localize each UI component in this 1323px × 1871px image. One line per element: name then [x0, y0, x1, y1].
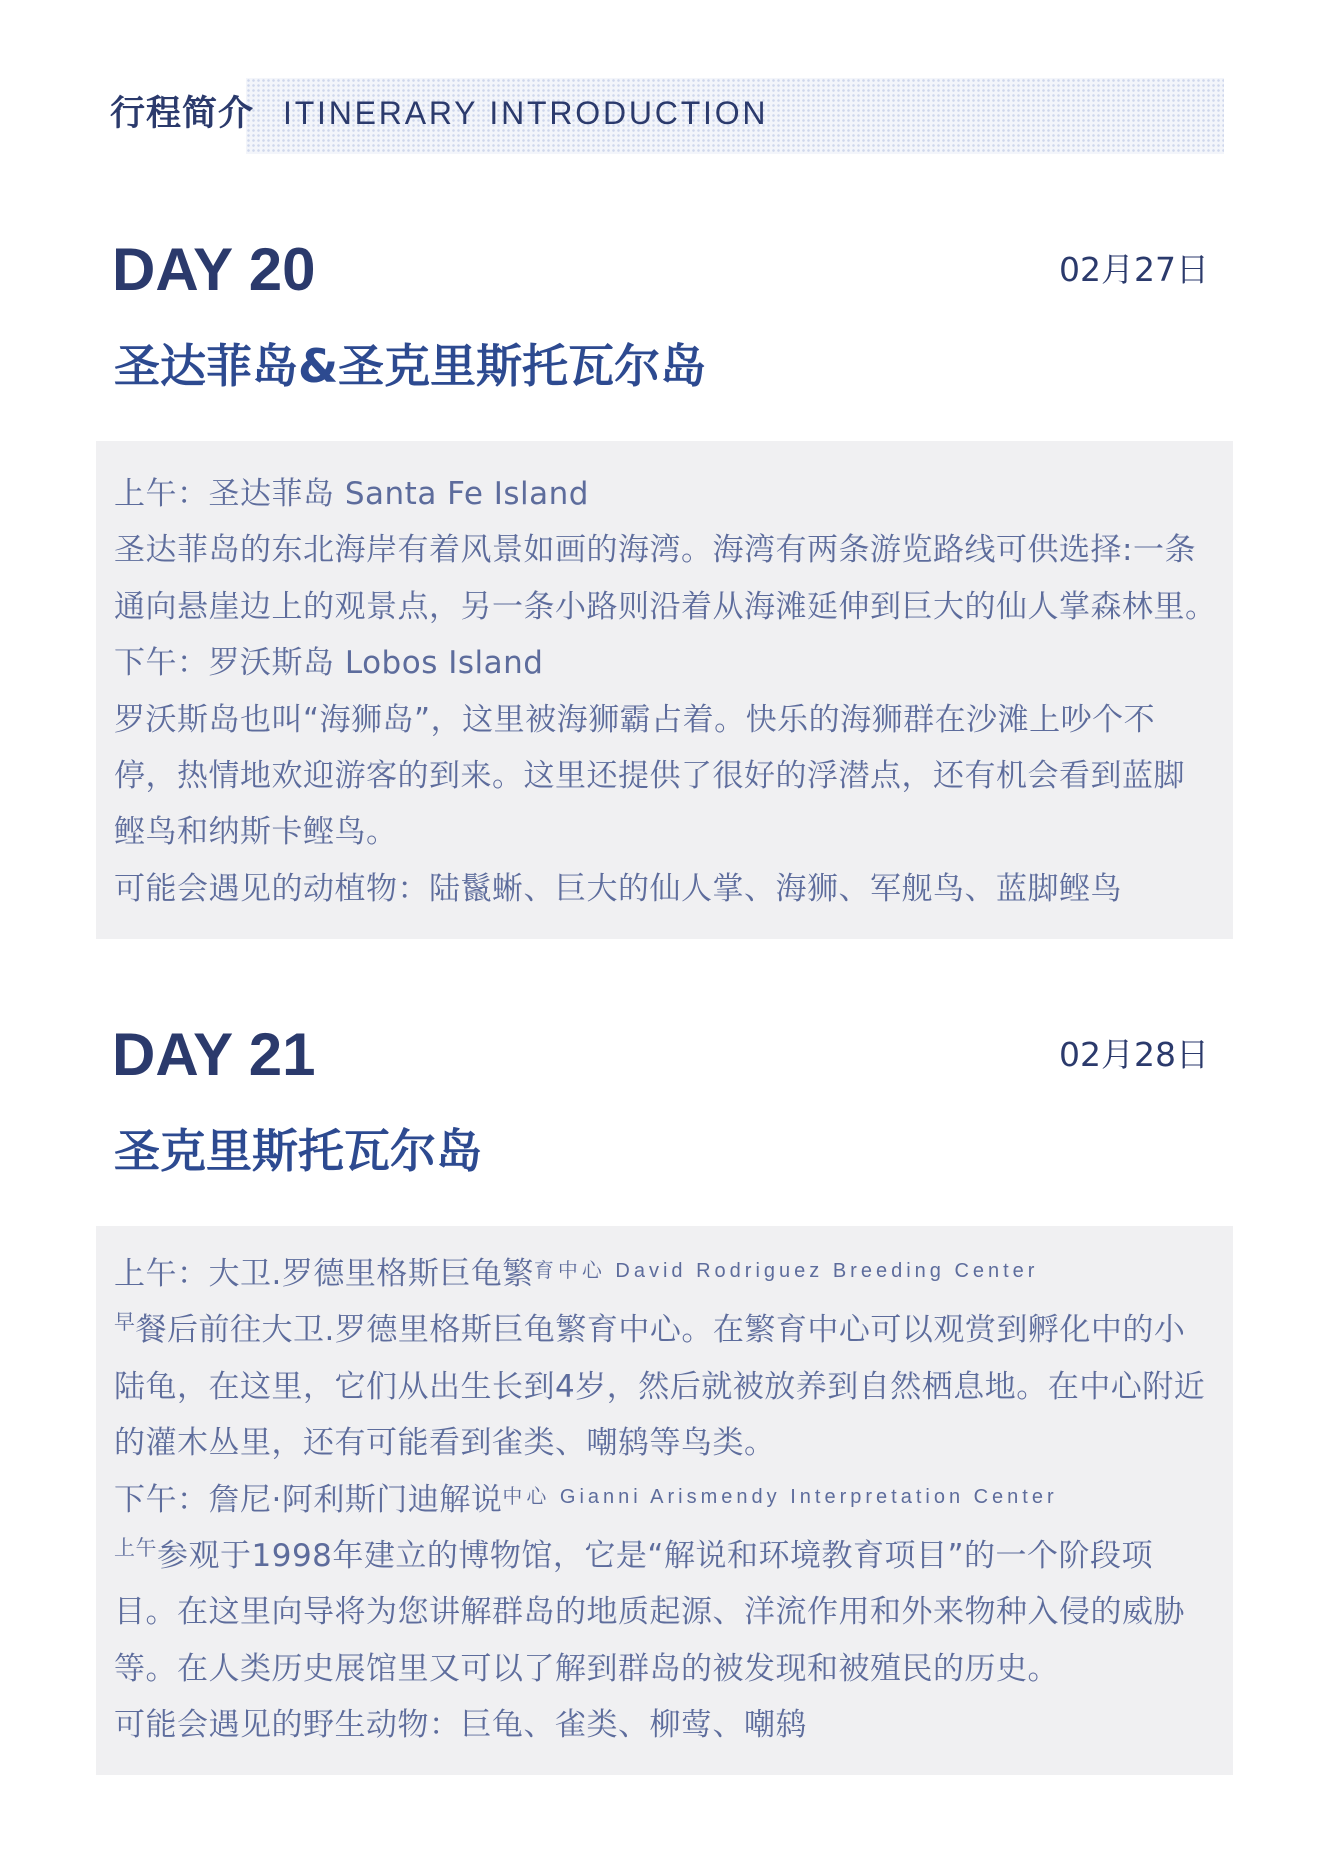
day-description-box — [96, 441, 1233, 939]
description-line: 的灌木丛里，还有可能看到雀类、嘲鸫等鸟类。 — [114, 1425, 776, 1462]
description-line: 目。在这里向导将为您讲解群岛的地质起源、洋流作用和外来物种入侵的威胁 — [114, 1594, 1185, 1631]
section-title-en: ITINERARY INTRODUCTION — [283, 95, 769, 131]
description-line: 通向悬崖边上的观景点，另一条小路则沿着从海滩延伸到巨大的仙人掌森林里。 — [114, 588, 1217, 625]
description-line: 上午：大卫.罗德里格斯巨龟繁$^{育中心 David Rodriguez Breeding Center}$ — [114, 1256, 1039, 1292]
description-line: 可能会遇见的野生动物：巨龟、雀类、柳莺、嘲鸫 — [114, 1707, 807, 1744]
day-title: 圣达菲岛&圣克里斯托瓦尔岛 — [114, 339, 707, 393]
day-description-box — [96, 1226, 1233, 1775]
description-line: 等。在人类历史展馆里又可以了解到群岛的被发现和被殖民的历史。 — [114, 1650, 1059, 1687]
description-line: 下午：罗沃斯岛 Lobos Island — [114, 645, 544, 682]
description-line: 罗沃斯岛也叫“海狮岛”，这里被海狮霸占着。快乐的海狮群在沙滩上吵个不 — [114, 701, 1156, 738]
day-date: 02月28日 — [1059, 1035, 1209, 1074]
description-line: 陆龟，在这里，它们从出生长到4岁，然后就被放养到自然栖息地。在中心附近 — [114, 1368, 1206, 1405]
day-label: DAY 20 — [112, 236, 316, 303]
description-line: 停，热情地欢迎游客的到来。这里还提供了很好的浮潜点，还有机会看到蓝脚 — [114, 757, 1185, 794]
description-line: 下午：詹尼·阿利斯门迪解说$^{中心 Gianni Arismendy Interpretation Center}$ — [114, 1481, 1058, 1518]
day-label: DAY 21 — [112, 1021, 316, 1088]
description-line: 上午：圣达菲岛 Santa Fe Island — [114, 476, 589, 512]
day-date: 02月27日 — [1059, 250, 1209, 289]
description-line: 圣达菲岛的东北海岸有着风景如画的海湾。海湾有两条游览路线可供选择:一条 — [114, 532, 1196, 569]
description-line: $^早$餐后前往大卫.罗德里格斯巨龟繁育中心。在繁育中心可以观赏到孵化中的小 — [114, 1310, 1186, 1349]
description-line: 可能会遇见的动植物：陆鬣蜥、巨大的仙人掌、海狮、军舰鸟、蓝脚鲣鸟 — [114, 870, 1122, 907]
section-title-cn: 行程简介 — [110, 94, 255, 134]
description-line: $^{上午}$参观于1998年建立的博物馆，它是“解说和环境教育项目”的一个阶段项 — [114, 1535, 1154, 1574]
description-line: 鲣鸟和纳斯卡鲣鸟。 — [114, 814, 398, 851]
day-title: 圣克里斯托瓦尔岛 — [114, 1124, 482, 1178]
